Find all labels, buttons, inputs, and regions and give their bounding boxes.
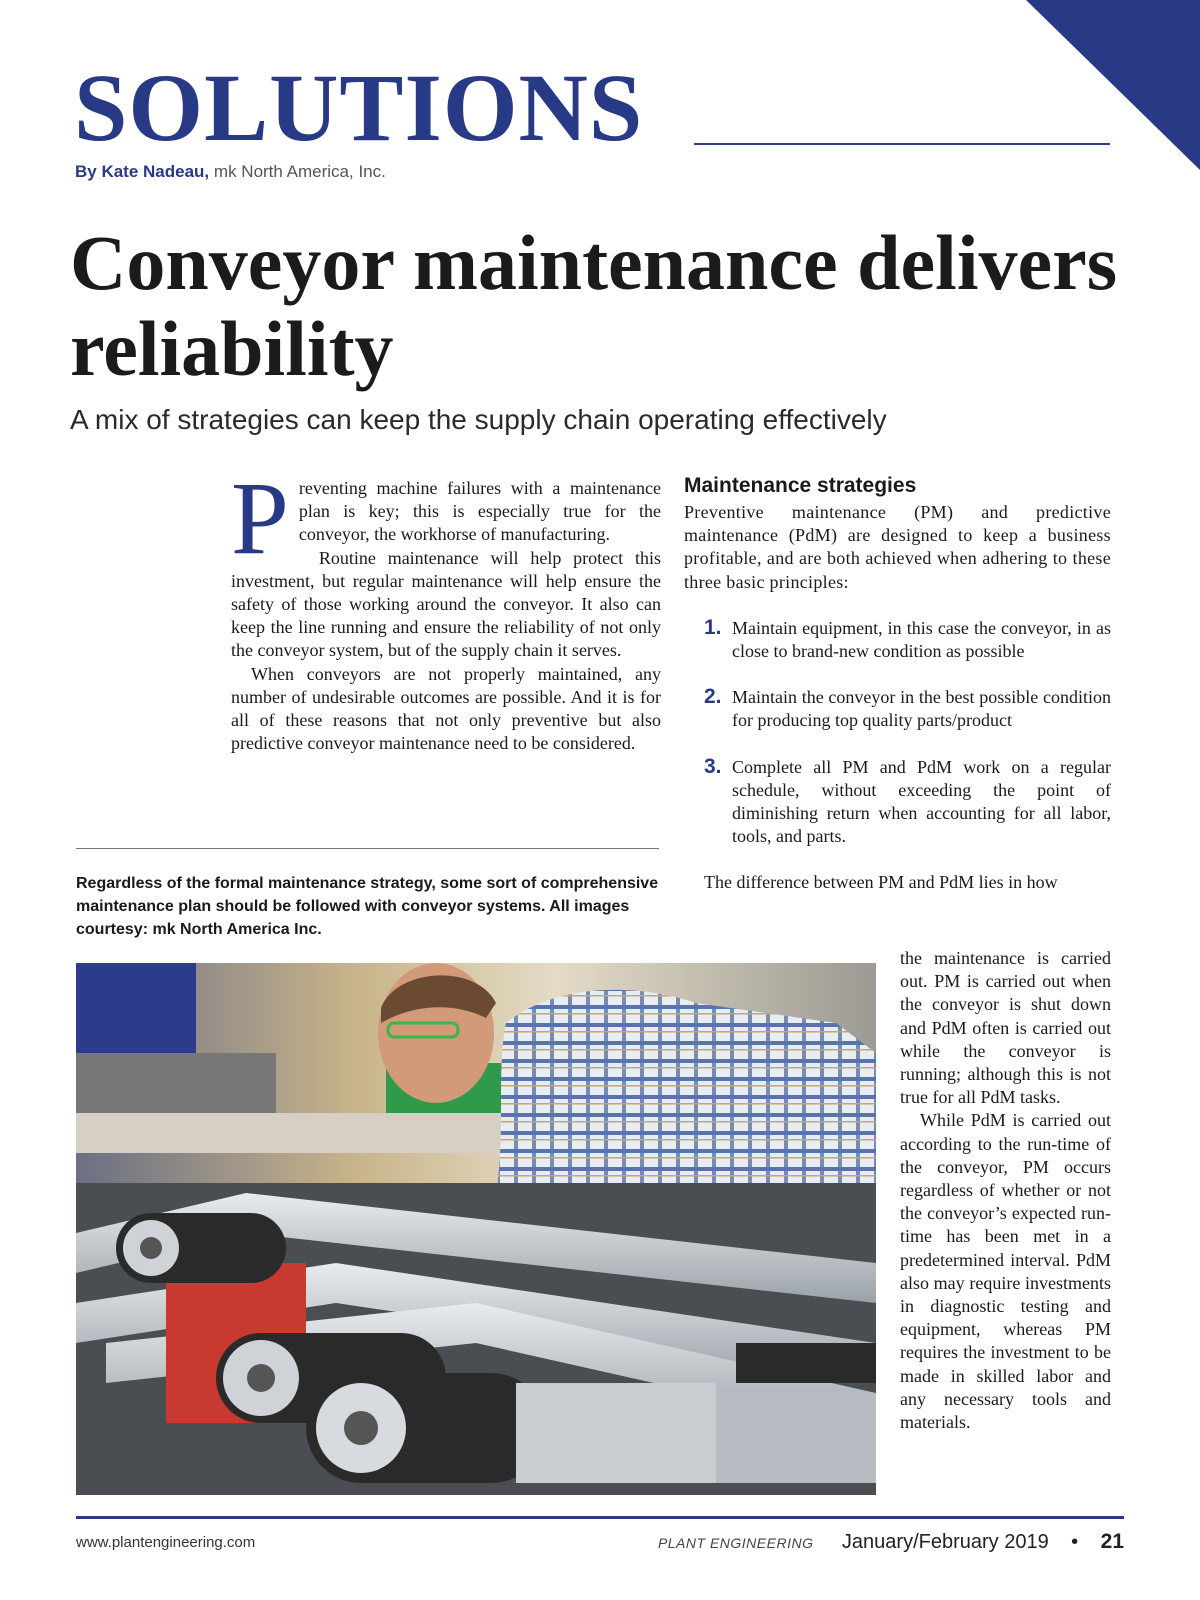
principle-item [684, 756, 1111, 849]
principle-number: 2. [704, 685, 722, 709]
footer-bullet: • [1071, 1531, 1079, 1553]
page-number: 21 [1100, 1530, 1124, 1553]
footer-url: www.plantengineering.com [76, 1534, 256, 1551]
section-title: SOLUTIONS [74, 54, 644, 161]
principle-text: Maintain the conveyor in the best possible condition for producing top quality parts/product [732, 687, 1111, 731]
intro-paragraph-2: Routine maintenance will help protect this investment, but regular maintenance will help ensure the safety of those working around the conveyor. It also can keep the line running and ensure the reliability of not only the conveyor system, but of the supply chain it serves. [231, 547, 661, 661]
byline-author: By Kate Nadeau, [75, 162, 210, 181]
pdm-paragraph: While PdM is carried out according to the run-time of the conveyor, PM occurs regardless of whether or not the conveyor’s expected run-time has been met in a predetermined interval. PdM also may require investments in diagnostic testing and equipment, whereas PM requires the investment to be made in skilled labor and any necessary tools and materials. [900, 1110, 1111, 1433]
caption-rule [76, 848, 659, 849]
conveyor-technician-photo [76, 963, 876, 1495]
deck: A mix of strategies can keep the supply chain operating effectively [70, 404, 887, 435]
principles-list [684, 617, 1111, 849]
intro-paragraph-1: reventing machine failures with a maintenance plan is key; this is especially true for the conveyor, the workhorse of manufacturing. [298, 478, 661, 545]
difference-lead: The difference between PM and PdM lies in how [704, 872, 1058, 893]
difference-paragraph: the maintenance is carried out. PM is carried out when the conveyor is shut down and PdM often is carried out while the conveyor is running; although this is not true for all PdM tasks. [900, 948, 1111, 1108]
publication-name: PLANT ENGINEERING [657, 1535, 814, 1551]
intro-paragraph-3: When conveyors are not properly maintained, any number of undesirable outcomes are possible. And it is for all of these reasons that not only preventive but also predictive conveyor maintenance need to be considered. [231, 663, 661, 754]
principle-item [684, 686, 1111, 732]
footer-info [658, 1530, 1124, 1554]
issue-date: January/February 2019 [841, 1531, 1049, 1553]
footer-rule [76, 1516, 1124, 1519]
drop-cap: P [231, 461, 289, 576]
byline [75, 162, 386, 182]
narrow-column [900, 947, 1111, 1434]
byline-org: mk North America, Inc. [213, 162, 386, 181]
section-rule [694, 143, 1110, 145]
strategies-subhead: Maintenance strategies [684, 474, 917, 497]
principle-text: Complete all PM and PdM work on a regular schedule, without exceeding the point of diminishing return when accounting for all labor, tools, and parts. [732, 756, 1111, 847]
strategies-column [684, 473, 1111, 895]
headline: Conveyor maintenance delivers reliability [70, 219, 1118, 392]
principle-item [684, 617, 1111, 663]
intro-column [231, 461, 661, 755]
photo-caption: Regardless of the formal maintenance strategy, some sort of comprehensive maintenance plan should be followed with conveyor systems. All images courtesy: mk North America Inc. [76, 875, 659, 938]
principle-number: 3. [704, 754, 722, 778]
principle-number: 1. [704, 615, 722, 639]
strategies-intro: Preventive maintenance (PM) and predictive maintenance (PdM) are designed to keep a business profitable, and are both achieved when adhering to these three basic principles: [684, 502, 1111, 592]
principle-text: Maintain equipment, in this case the conveyor, in as close to brand-new condition as possible [732, 617, 1111, 662]
